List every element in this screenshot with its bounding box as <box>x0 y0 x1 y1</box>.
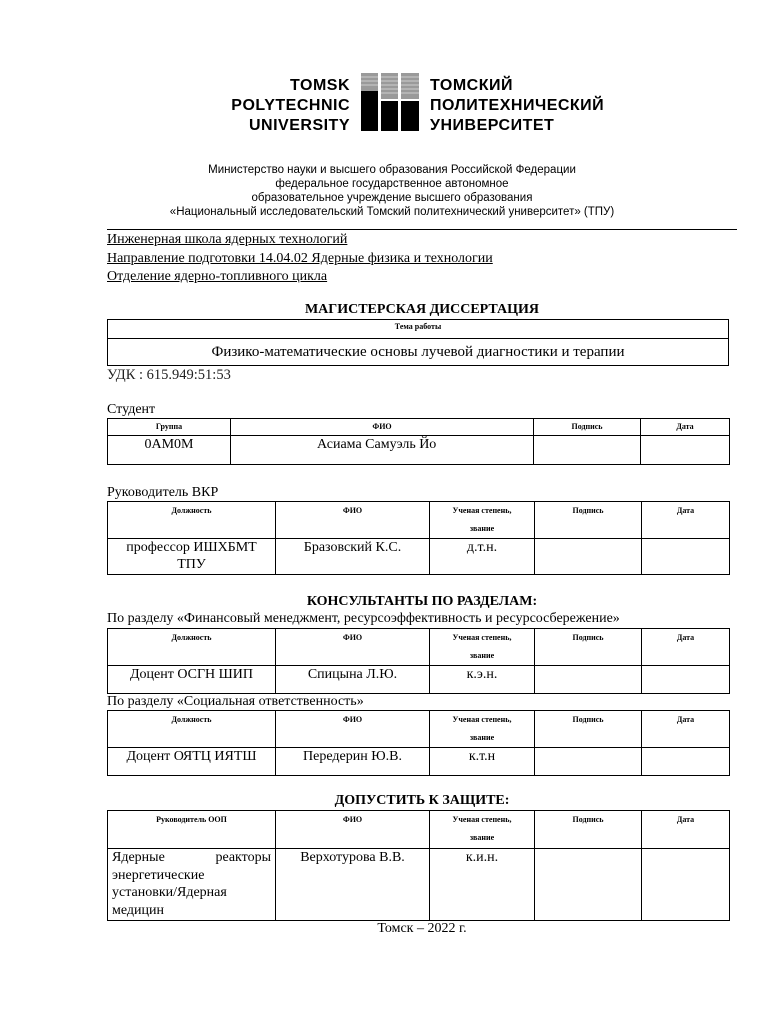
student-label: Студент <box>107 402 156 417</box>
col-header: ФИО <box>231 419 534 436</box>
supervisor-name: Бразовский К.С. <box>276 539 430 575</box>
col-header: Должность <box>108 629 276 666</box>
col-header: ФИО <box>276 811 430 849</box>
social-signature <box>535 748 642 776</box>
finance-date <box>642 666 730 694</box>
social-date <box>642 748 730 776</box>
finance-degree: к.э.н. <box>430 666 535 694</box>
admit-date <box>642 849 730 921</box>
col-header: ФИО <box>276 629 430 666</box>
admit-position: Ядерные реакторы энергетические установки/Ядерная медицин <box>108 849 276 921</box>
col-header: Дата <box>642 629 730 666</box>
social-position: Доцент ОЯТЦ ИЯТШ <box>108 748 276 776</box>
col-header: ФИО <box>276 502 430 539</box>
social-name: Передерин Ю.В. <box>276 748 430 776</box>
student-date <box>641 436 730 465</box>
social-degree: к.т.н <box>430 748 535 776</box>
admit-title: ДОПУСТИТЬ К ЗАЩИТЕ: <box>334 793 510 808</box>
student-signature <box>534 436 641 465</box>
finance-signature <box>535 666 642 694</box>
supervisor-position: профессор ИШХБМТ ТПУ <box>108 539 276 575</box>
student-group: 0АМ0М <box>108 436 231 465</box>
col-header: Дата <box>641 419 730 436</box>
topic-header: Тема работы <box>108 320 729 339</box>
supervisor-date <box>642 539 730 575</box>
consultants-title: КОНСУЛЬТАНТЫ ПО РАЗДЕЛАМ: <box>306 594 538 609</box>
admit-name: Верхотурова В.В. <box>276 849 430 921</box>
finance-label: По разделу «Финансовый менеджмент, ресурсоэффективность и ресурсосбережение» <box>107 611 620 626</box>
finance-name: Спицына Л.Ю. <box>276 666 430 694</box>
col-header: Ученая степень, звание <box>430 502 535 539</box>
col-header: Дата <box>642 711 730 748</box>
col-header: Группа <box>108 419 231 436</box>
direction: Направление подготовки 14.04.02 Ядерные физика и технологии <box>107 251 493 266</box>
doc-title: МАГИСТЕРСКАЯ ДИССЕРТАЦИЯ <box>304 302 540 317</box>
finance-position: Доцент ОСГН ШИП <box>108 666 276 694</box>
student-table <box>107 418 730 465</box>
header-divider <box>107 229 737 230</box>
col-header: Подпись <box>535 629 642 666</box>
col-header: Должность <box>108 502 276 539</box>
student-name: Асиама Самуэль Йо <box>231 436 534 465</box>
logo-text-en: TOMSK POLYTECHNIC UNIVERSITY <box>231 77 350 134</box>
col-header: Дата <box>642 502 730 539</box>
supervisor-table <box>107 501 730 575</box>
social-table <box>107 710 730 776</box>
ministry-header: Министерство науки и высшего образования Российской Федерации федеральное государственное автономное образовательное учреждение высшего образования «Национальный исследовательский Томский политехнический университет» (ТПУ) <box>169 164 615 218</box>
logo-text-ru: ТОМСКИЙ ПОЛИТЕХНИЧЕСКИЙ УНИВЕРСИТЕТ <box>430 77 605 134</box>
admit-table <box>107 810 730 921</box>
topic-value: Физико-математические основы лучевой диагностики и терапии <box>108 339 729 366</box>
supervisor-degree: д.т.н. <box>430 539 535 575</box>
finance-table <box>107 628 730 694</box>
supervisor-signature <box>535 539 642 575</box>
col-header: Ученая степень, звание <box>430 711 535 748</box>
udk: УДК : 615.949:51:53 <box>107 367 231 383</box>
col-header: ФИО <box>276 711 430 748</box>
col-header: Подпись <box>534 419 641 436</box>
col-header: Должность <box>108 711 276 748</box>
school-name: Инженерная школа ядерных технологий <box>107 232 348 247</box>
col-header: Руководитель ООП <box>108 811 276 849</box>
tpu-logo-icon <box>359 71 421 133</box>
col-header: Подпись <box>535 711 642 748</box>
col-header: Подпись <box>535 811 642 849</box>
department: Отделение ядерно-топливного цикла <box>107 269 328 284</box>
social-label: По разделу «Социальная ответственность» <box>107 694 364 709</box>
col-header: Дата <box>642 811 730 849</box>
footer-city-year: Томск – 2022 г. <box>377 921 467 936</box>
supervisor-label: Руководитель ВКР <box>107 485 219 500</box>
topic-table <box>107 319 729 366</box>
admit-degree: к.и.н. <box>430 849 535 921</box>
col-header: Ученая степень, звание <box>430 811 535 849</box>
col-header: Подпись <box>535 502 642 539</box>
admit-signature <box>535 849 642 921</box>
col-header: Ученая степень, звание <box>430 629 535 666</box>
